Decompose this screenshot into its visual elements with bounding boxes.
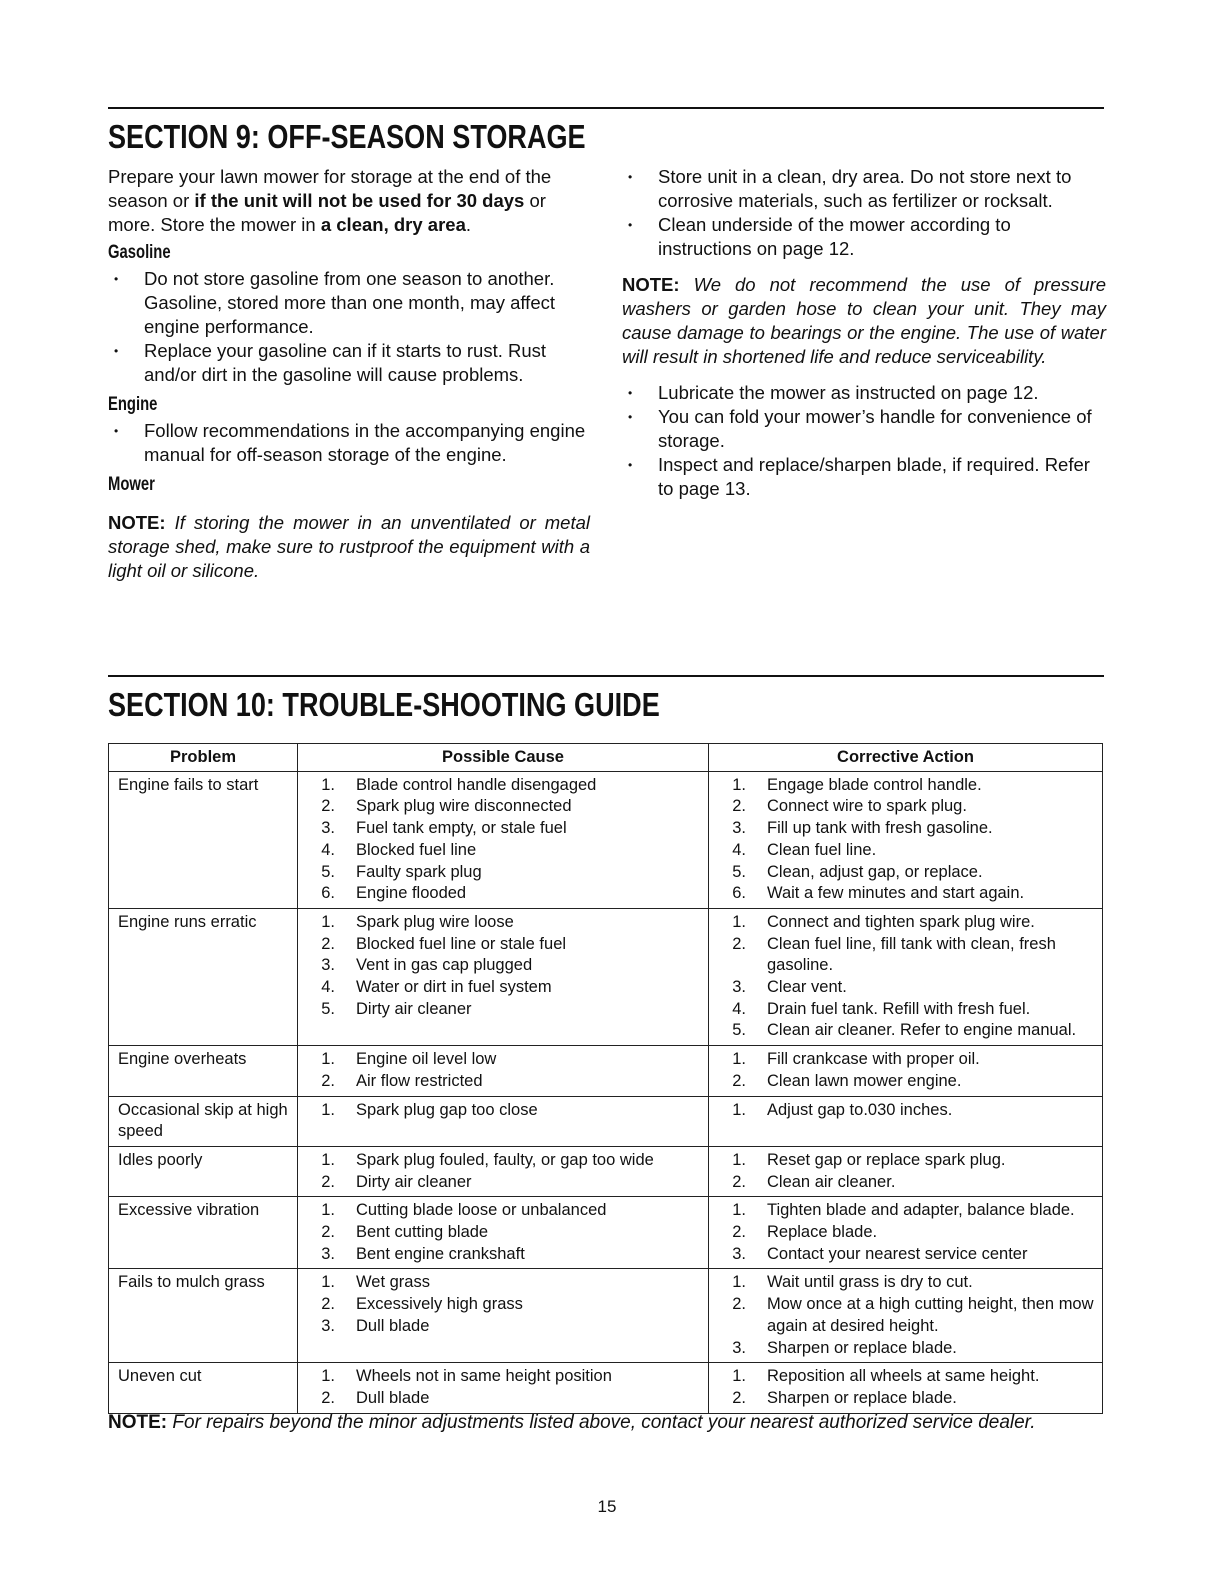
item-number: 5. [321,999,335,1018]
item-text: Clean air cleaner. [767,1172,896,1191]
table-row [109,1046,1103,1096]
item-text: Engine flooded [356,884,467,903]
item-number: 5. [321,862,335,881]
item-text: Tighten blade and adapter, balance blade. [767,1201,1075,1220]
list-item [298,818,706,840]
list-item [709,840,1100,862]
list-item [298,1366,706,1388]
item-number: 1. [732,1150,746,1169]
list-item [298,775,706,797]
item-text: Sharpen or replace blade. [767,1338,957,1357]
item-number: 2. [732,797,746,816]
problem-cell: Engine fails to start [109,771,298,908]
item-text: Excessively high grass [356,1295,523,1314]
list-item [709,883,1100,905]
item-number: 2. [321,934,335,953]
bullet-icon: • [628,410,633,424]
item-text: Blocked fuel line or stale fuel [356,934,567,953]
list-item [298,1272,706,1294]
section9-right-column [622,165,1106,501]
item-text: Engine oil level low [356,1050,497,1069]
list-item [298,1388,706,1410]
table-row [109,1146,1103,1196]
section9-top-rule [108,107,1104,109]
list-item [709,1244,1100,1266]
item-number: 1. [321,1367,335,1386]
problem-cell: Uneven cut [109,1363,298,1413]
list-item [709,977,1100,999]
item-text: Fill crankcase with proper oil. [767,1050,980,1069]
problem-cell: Engine runs erratic [109,908,298,1045]
bullet-icon: • [628,170,633,184]
troubleshooting-body [109,771,1103,1413]
item-number: 1. [732,1050,746,1069]
item-number: 5. [732,862,746,881]
list-item [709,818,1100,840]
item-text: Clean air cleaner. Refer to engine manual. [767,1021,1077,1040]
item-number: 2. [732,1295,746,1314]
list-item [298,796,706,818]
list-item [709,999,1100,1021]
page-number: 15 [597,1497,617,1516]
cause-cell [298,908,709,1045]
table-row [109,1269,1103,1363]
item-text: Water or dirt in fuel system [356,978,552,997]
maintenance-list [622,381,1106,501]
item-text: Blocked fuel line [356,840,477,859]
bullet-icon: • [114,424,119,438]
item-number: 2. [732,1071,746,1090]
item-number: 1. [732,1273,746,1292]
list-item [709,1366,1100,1388]
item-text: Clean lawn mower engine. [767,1071,962,1090]
troubleshooting-table [108,743,1103,1414]
item-number: 4. [321,840,335,859]
cause-cell [298,771,709,908]
problem-cell: Fails to mulch grass [109,1269,298,1363]
list-item [298,1049,706,1071]
list-item [709,1172,1100,1194]
table-row [109,908,1103,1045]
action-cell [709,1146,1103,1196]
list-item [298,1150,706,1172]
cause-cell [298,1146,709,1196]
item-number: 4. [732,999,746,1018]
bullet-icon: • [114,272,119,286]
list-item: • Clean underside of the mower according to instructions on page 12. [628,214,1011,259]
item-text: Cutting blade loose or unbalanced [356,1201,607,1220]
cause-header: Possible Cause [298,744,709,772]
engine-list [108,419,590,467]
list-item: • You can fold your mower’s handle for convenience of storage. [628,406,1092,451]
list-item [298,955,706,977]
problem-cell: Excessive vibration [109,1197,298,1269]
mower-heading: Mower [108,474,155,495]
section10-title: SECTION 10: TROUBLE-SHOOTING GUIDE [108,686,660,723]
list-item: • Follow recommendations in the accompanying engine manual for off-season storage of the engine. [114,420,586,465]
item-text: Engage blade control handle. [767,775,982,794]
list-item: • Lubricate the mower as instructed on page 12. [628,382,1039,403]
mower-note: NOTE: If storing the mower in an unventilated or metal storage shed, make sure to rustproof the equipment with a light oil or silicone. [108,512,590,581]
list-item [709,796,1100,818]
item-number: 1. [732,912,746,931]
item-text: Fill up tank with fresh gasoline. [767,819,993,838]
list-item [298,862,706,884]
list-item [709,1272,1100,1294]
list-item [709,1100,1100,1122]
item-text: Clean, adjust gap, or replace. [767,862,983,881]
cause-cell [298,1269,709,1363]
gasoline-list [108,267,590,387]
bullet-icon: • [628,218,633,232]
action-cell [709,1046,1103,1096]
list-item [709,934,1100,977]
item-number: 2. [321,1172,335,1191]
item-text: Mow once at a high cutting height, then mow again at desired height. [767,1295,1094,1335]
item-number: 3. [321,956,335,975]
item-number: 3. [732,1244,746,1263]
item-text: Faulty spark plug [356,862,482,881]
list-item [298,999,706,1021]
cause-cell [298,1096,709,1146]
problem-header: Problem [109,744,298,772]
bullet-icon: • [114,344,119,358]
list-item [298,1172,706,1194]
table-row [109,1096,1103,1146]
item-text: Dirty air cleaner [356,1172,472,1191]
item-number: 1. [732,775,746,794]
item-text: Adjust gap to.030 inches. [767,1100,953,1119]
action-cell [709,1363,1103,1413]
section9-title: SECTION 9: OFF-SEASON STORAGE [108,118,586,155]
item-text: Replace blade. [767,1223,878,1242]
list-item [298,1222,706,1244]
action-cell [709,908,1103,1045]
table-row [109,1363,1103,1413]
item-text: Connect and tighten spark plug wire. [767,912,1035,931]
item-text: Wait a few minutes and start again. [767,884,1025,903]
item-text: Spark plug fouled, faulty, or gap too wide [356,1150,654,1169]
list-item [709,862,1100,884]
cause-cell [298,1046,709,1096]
item-text: Contact your nearest service center [767,1244,1028,1263]
item-text: Drain fuel tank. Refill with fresh fuel. [767,999,1031,1018]
item-number: 2. [321,1388,335,1407]
footnote: NOTE: For repairs beyond the minor adjustments listed above, contact your nearest authorized service dealer. [108,1412,1036,1433]
item-number: 2. [732,934,746,953]
item-number: 1. [732,1100,746,1119]
list-item [709,1200,1100,1222]
problem-cell: Occasional skip at high speed [109,1096,298,1146]
item-number: 1. [321,775,335,794]
list-item [709,1049,1100,1071]
item-text: Clean fuel line, fill tank with clean, fresh gasoline. [767,934,1056,975]
item-text: Blade control handle disengaged [356,775,597,794]
item-number: 1. [321,1150,335,1169]
item-text: Dull blade [356,1316,430,1335]
storage-list [622,165,1106,261]
item-text: Clean fuel line. [767,840,877,859]
list-item [298,934,706,956]
pressure-washer-note: NOTE: We do not recommend the use of pressure washers or garden hose to clean your unit. They may cause damage to bearings or the engine. The use of water will result in shortened life and reduce serviceability. [622,274,1106,367]
list-item: • Do not store gasoline from one season to another. Gasoline, stored more than one month, may affect engine performance. [114,268,555,337]
table-row [109,1197,1103,1269]
item-text: Wet grass [356,1273,430,1292]
item-number: 5. [732,1021,746,1040]
list-item [298,883,706,905]
item-number: 6. [321,884,335,903]
cause-cell [298,1197,709,1269]
item-text: Vent in gas cap plugged [356,956,533,975]
item-number: 1. [321,1201,335,1220]
problem-cell: Idles poorly [109,1146,298,1196]
list-item: • Store unit in a clean, dry area. Do not store next to corrosive materials, such as fertilizer or rocksalt. [628,166,1072,211]
list-item [298,1200,706,1222]
action-cell [709,771,1103,908]
list-item: • Inspect and replace/sharpen blade, if required. Refer to page 13. [628,454,1090,499]
item-number: 2. [321,797,335,816]
item-text: Spark plug wire disconnected [356,797,572,816]
item-text: Dirty air cleaner [356,999,472,1018]
item-text: Reposition all wheels at same height. [767,1367,1040,1386]
item-text: Bent engine crankshaft [356,1244,525,1263]
item-text: Spark plug wire loose [356,912,514,931]
list-item [709,1338,1100,1360]
item-number: 1. [732,1367,746,1386]
list-item: • Replace your gasoline can if it starts to rust. Rust and/or dirt in the gasoline will cause problems. [114,340,547,385]
list-item [298,977,706,999]
item-number: 2. [732,1388,746,1407]
item-text: Connect wire to spark plug. [767,797,967,816]
bullet-icon: • [628,386,633,400]
action-header: Corrective Action [709,744,1103,772]
list-item [709,1388,1100,1410]
list-item [709,1222,1100,1244]
list-item [298,912,706,934]
action-cell [709,1269,1103,1363]
item-number: 3. [321,1316,335,1335]
bullet-icon: • [628,458,633,472]
section9-intro: Prepare your lawn mower for storage at the end of the season or if the unit will not be used for 30 days or more. Store the mower in a clean, dry area. [108,166,552,235]
item-text: Reset gap or replace spark plug. [767,1150,1006,1169]
item-text: Fuel tank empty, or stale fuel [356,819,567,838]
list-item [298,840,706,862]
list-item [709,1071,1100,1093]
table-row [109,771,1103,908]
list-item [298,1316,706,1338]
item-text: Sharpen or replace blade. [767,1388,957,1407]
list-item [298,1244,706,1266]
list-item [298,1100,706,1122]
item-number: 2. [732,1223,746,1242]
item-number: 1. [321,1050,335,1069]
item-number: 1. [321,912,335,931]
item-text: Wheels not in same height position [356,1367,612,1386]
item-text: Wait until grass is dry to cut. [767,1273,973,1292]
section9-left-column [108,165,590,583]
list-item [709,775,1100,797]
list-item [709,1150,1100,1172]
item-number: 3. [321,819,335,838]
item-text: Spark plug gap too close [356,1100,538,1119]
item-number: 3. [732,978,746,997]
list-item [709,912,1100,934]
item-number: 3. [321,1244,335,1263]
item-number: 2. [321,1223,335,1242]
problem-cell: Engine overheats [109,1046,298,1096]
item-number: 1. [732,1201,746,1220]
section10-top-rule [108,675,1104,677]
item-number: 1. [321,1273,335,1292]
item-number: 3. [732,819,746,838]
gasoline-heading: Gasoline [108,242,171,263]
item-number: 3. [732,1338,746,1357]
item-number: 2. [732,1172,746,1191]
cause-cell [298,1363,709,1413]
list-item [709,1294,1100,1337]
item-number: 4. [321,978,335,997]
action-cell [709,1096,1103,1146]
item-number: 4. [732,840,746,859]
item-number: 2. [321,1295,335,1314]
list-item [709,1020,1100,1042]
item-text: Dull blade [356,1388,430,1407]
item-number: 1. [321,1100,335,1119]
list-item [298,1071,706,1093]
action-cell [709,1197,1103,1269]
item-text: Air flow restricted [356,1071,483,1090]
item-number: 2. [321,1071,335,1090]
item-text: Clear vent. [767,978,847,997]
list-item [298,1294,706,1316]
item-number: 6. [732,884,746,903]
table-header-row [109,744,1103,772]
item-text: Bent cutting blade [356,1223,489,1242]
engine-heading: Engine [108,394,158,415]
